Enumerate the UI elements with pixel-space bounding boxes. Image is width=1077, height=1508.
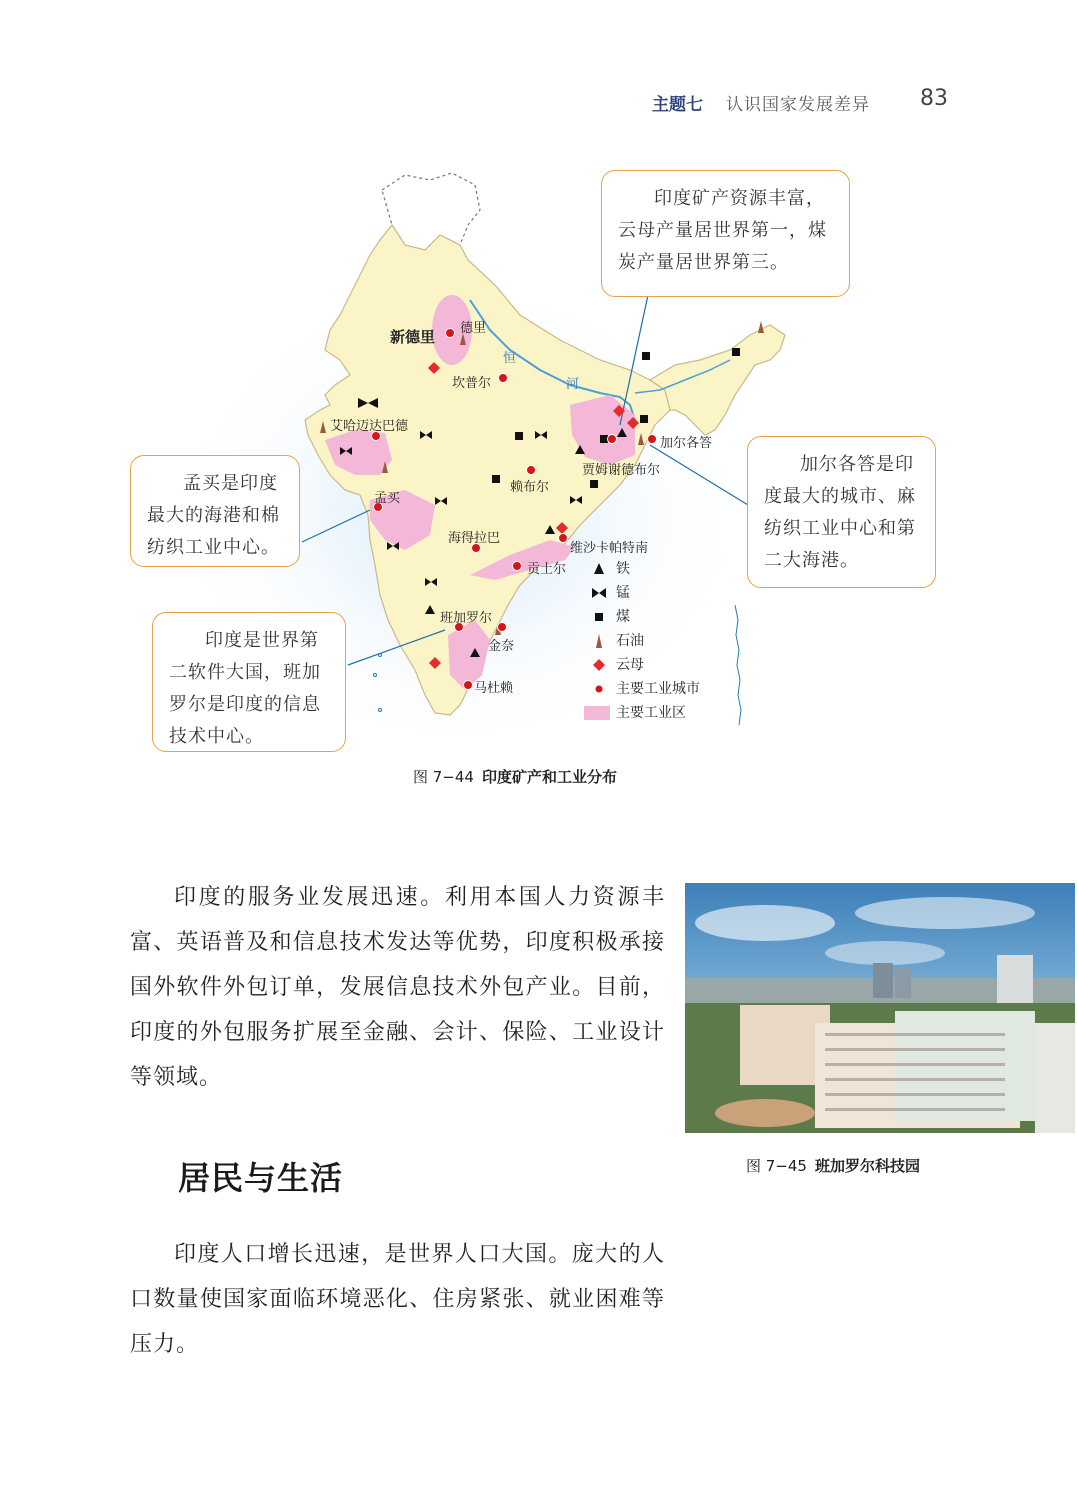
header-theme: 主题七 [652, 95, 703, 115]
coal-marker [492, 475, 500, 483]
coal-marker [732, 348, 740, 356]
label-mumbai: 孟买 [374, 491, 401, 506]
coal-marker [515, 432, 523, 440]
label-chennai: 金奈 [488, 639, 515, 654]
callout-minerals [601, 170, 850, 297]
figure-number-map: 图 7−44 [413, 768, 474, 786]
paragraph-services-text: 印度的服务业发展迅速。利用本国人力资源丰富、英语普及和信息技术发达等优势，印度积极承接国外软件外包订单，发展信息技术外包产业。目前，印度的外包服务扩展至金融、会计、保险、工业设计等领域。 [130, 885, 665, 1090]
city-dot-kolkata [648, 435, 657, 444]
label-raipur: 赖布尔 [510, 480, 550, 495]
label-ahmedabad: 艾哈迈达巴德 [330, 419, 409, 434]
legend-zone [584, 702, 734, 724]
label-jamshedpur: 贾姆谢德布尔 [582, 463, 661, 478]
zone-swatch-icon [584, 704, 614, 722]
legend-city [584, 678, 734, 700]
label-visakhapatnam: 维沙卡帕特南 [570, 541, 649, 556]
page-number: 83 [920, 86, 948, 111]
manganese-icon [584, 584, 614, 602]
city-dot-visakhapatnam [559, 534, 568, 543]
callout-bangalore [152, 612, 346, 752]
city-dot-jamshedpur [608, 435, 617, 444]
label-ganges-2: 河 [566, 377, 580, 392]
coal-icon [584, 608, 614, 626]
city-dot-kanpur [499, 374, 508, 383]
callout-minerals-text: 印度矿产资源丰富，云母产量居世界第一，煤炭产量居世界第三。 [618, 188, 827, 273]
figure-caption-photo [746, 1155, 920, 1176]
label-guntur: 贡土尔 [527, 562, 567, 577]
callout-kolkata-text: 加尔各答是印度最大的城市、麻纺织工业中心和第二大海港。 [764, 454, 916, 571]
legend-mica [584, 654, 734, 676]
legend-manganese-label: 锰 [616, 585, 630, 601]
legend-oil-label: 石油 [616, 633, 644, 649]
city-dot-raipur [527, 466, 536, 475]
coal-marker [600, 435, 608, 443]
legend-zone-label: 主要工业区 [616, 705, 686, 721]
legend-coal [584, 606, 734, 628]
section-title: 居民与生活 [178, 1159, 344, 1197]
coal-marker [590, 480, 598, 488]
legend-oil [584, 630, 734, 652]
legend-iron [584, 558, 734, 580]
paragraph-services [130, 875, 665, 1100]
mica-diamond-icon [584, 656, 614, 674]
paragraph-population [130, 1232, 665, 1367]
label-hyderabad: 海得拉巴 [448, 531, 501, 546]
city-dot-chennai [498, 623, 507, 632]
legend-manganese [584, 582, 734, 604]
legend-coal-label: 煤 [616, 609, 630, 625]
legend-mica-label: 云母 [616, 657, 644, 673]
label-delhi: 德里 [460, 321, 487, 336]
coal-marker [640, 415, 648, 423]
callout-bangalore-text: 印度是世界第二软件大国，班加罗尔是印度的信息技术中心。 [169, 630, 321, 747]
figure-title-photo: 班加罗尔科技园 [814, 1157, 920, 1175]
figure-title-map: 印度矿产和工业分布 [481, 768, 617, 786]
bangalore-tech-park-photo [685, 883, 1075, 1133]
iron-icon [584, 560, 614, 578]
legend-city-label: 主要工业城市 [616, 681, 700, 697]
oil-derrick-icon [584, 632, 614, 650]
label-kolkata: 加尔各答 [660, 436, 713, 451]
label-ganges-1: 恒 [503, 351, 517, 366]
figure-number-photo: 图 7−45 [746, 1157, 807, 1175]
city-dot-madurai [464, 681, 473, 690]
city-dot-guntur [513, 562, 522, 571]
oil-marker [758, 321, 764, 333]
figure-caption-map [413, 766, 617, 787]
paragraph-population-text: 印度人口增长迅速，是世界人口大国。庞大的人口数量使国家面临环境恶化、住房紧张、就业困难等压力。 [130, 1242, 665, 1357]
legend-iron-label: 铁 [616, 561, 630, 577]
callout-kolkata [747, 436, 936, 588]
label-kanpur: 坎普尔 [452, 376, 492, 391]
header-title: 认识国家发展差异 [726, 95, 870, 115]
city-dot-icon [584, 680, 614, 698]
label-madurai: 马杜赖 [474, 681, 514, 696]
photo-illustration [685, 883, 1075, 1133]
label-bangalore: 班加罗尔 [440, 611, 493, 626]
callout-mumbai-text: 孟买是印度最大的海港和棉纺织工业中心。 [147, 473, 280, 558]
callout-mumbai [130, 455, 300, 567]
page-header [0, 86, 1077, 116]
city-dot-new-delhi [446, 329, 455, 338]
label-new-delhi: 新德里 [390, 328, 436, 346]
coal-marker [642, 352, 650, 360]
